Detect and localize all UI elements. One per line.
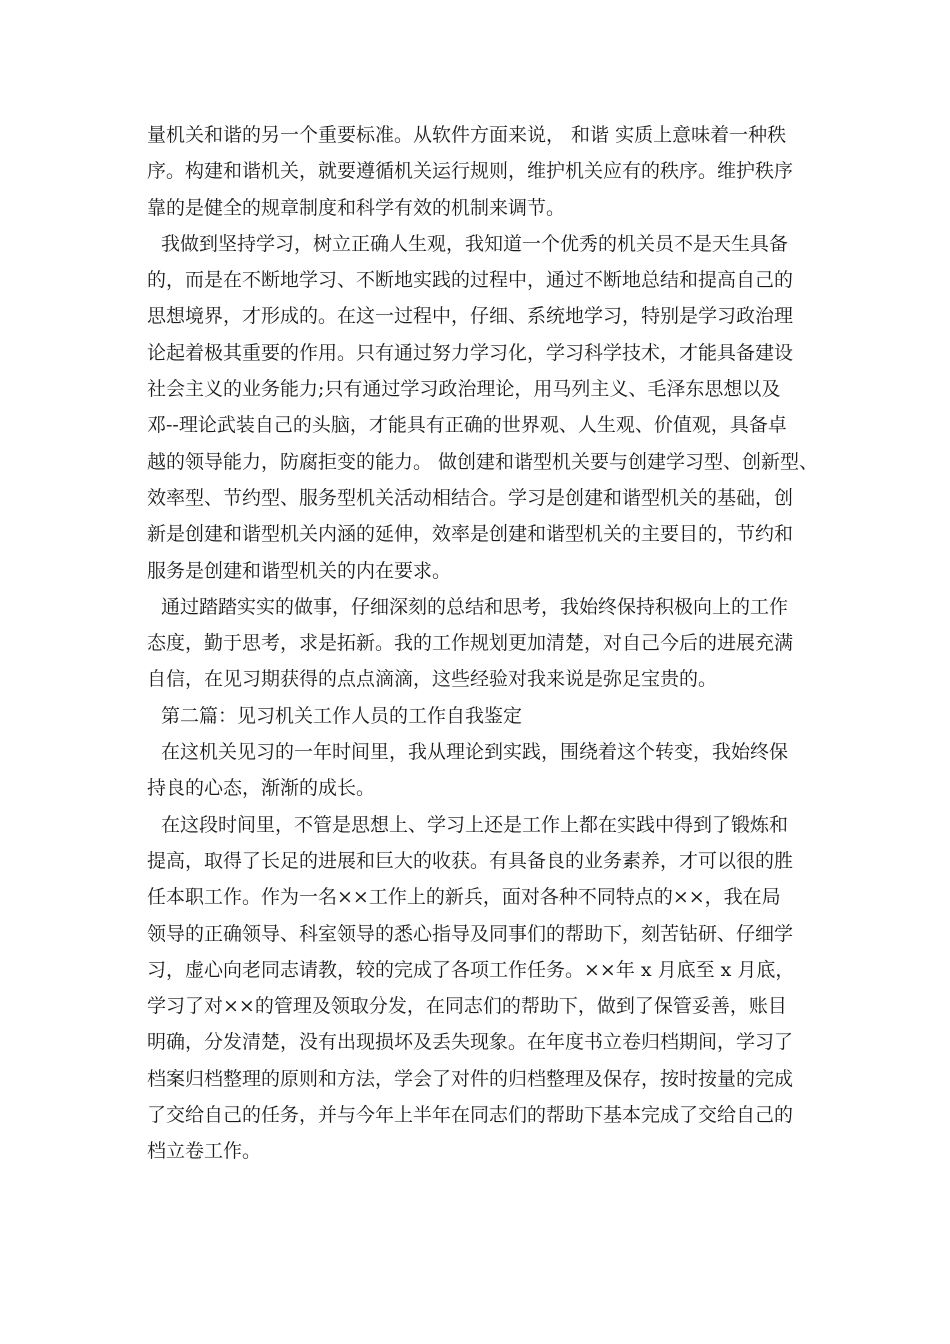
text-line: 档立卷工作。: [147, 1140, 262, 1163]
text-line: 思想境界，才形成的。在这一过程中，仔细、系统地学习，特别是学习政治理: [147, 305, 794, 328]
text-line: 论起着极其重要的作用。只有通过努力学习化，学习科学技术，才能具备建设: [147, 341, 794, 364]
text-line: 在这机关见习的一年时间里，我从理论到实践，围绕着这个转变，我始终保: [161, 741, 789, 764]
text-line: 习，虚心向老同志请教，较的完成了各项工作任务。××年 x 月底至 x 月底，: [147, 958, 795, 981]
text-line: 第二篇：见习机关工作人员的工作自我鉴定: [161, 704, 523, 727]
document-body: [147, 117, 827, 1170]
text-line: 序。构建和谐机关，就要遵循机关运行规则，维护机关应有的秩序。维护秩序: [147, 160, 794, 183]
text-line: 我做到坚持学习，树立正确人生观，我知道一个优秀的机关员不是天生具备: [161, 232, 789, 255]
text-line: 态度，勤于思考，求是拓新。我的工作规划更加清楚，对自己今后的进展充满: [147, 632, 794, 655]
text-line: 了交给自己的任务，并与今年上半年在同志们的帮助下基本完成了交给自己的: [147, 1104, 794, 1127]
text-line: 新是创建和谐型机关内涵的延伸，效率是创建和谐型机关的主要目的，节约和: [147, 523, 794, 546]
text-line: 档案归档整理的原则和方法，学会了对件的归档整理及保存，按时按量的完成: [147, 1067, 794, 1090]
text-line: 学习了对××的管理及领取分发，在同志们的帮助下，做到了保管妥善，账目: [147, 995, 787, 1018]
text-line: 社会主义的业务能力;只有通过学习政治理论，用马列主义、毛泽东思想以及: [147, 378, 781, 401]
text-line: 领导的正确领导、科室领导的悉心指导及同事们的帮助下，刻苦钻研、仔细学: [147, 922, 794, 945]
text-line: 提高，取得了长足的进展和巨大的收获。有具备良的业务素养，才可以很的胜: [147, 849, 794, 872]
text-line: 通过踏踏实实的做事，仔细深刻的总结和思考，我始终保持积极向上的工作: [161, 595, 789, 618]
text-line: 的，而是在不断地学习、不断地实践的过程中，通过不断地总结和提高自己的: [147, 269, 794, 292]
text-line: 服务是创建和谐型机关的内在要求。: [147, 559, 452, 582]
text-line: 在这段时间里，不管是思想上、学习上还是工作上都在实践中得到了锻炼和: [161, 813, 789, 836]
text-line: 效率型、节约型、服务型机关活动相结合。学习是创建和谐型机关的基础，创: [147, 486, 794, 509]
text-line: 靠的是健全的规章制度和科学有效的机制来调节。: [147, 196, 566, 219]
text-line: 量机关和谐的另一个重要标准。从软件方面来说， 和谐 实质上意味着一种秩: [147, 124, 787, 146]
text-line: 越的领导能力，防腐拒变的能力。 做创建和谐型机关要与创建学习型、创新型、: [147, 450, 819, 473]
text-line: 明确，分发清楚，没有出现损坏及丢失现象。在年度书立卷归档期间，学习了: [147, 1031, 794, 1054]
text-line: 自信，在见习期获得的点点滴滴，这些经验对我来说是弥足宝贵的。: [147, 668, 718, 691]
text-line: 持良的心态，渐渐的成长。: [147, 777, 376, 800]
text-line: 任本职工作。作为一名××工作上的新兵，面对各种不同特点的××，我在局: [147, 886, 781, 909]
text-line: 邓--理论武装自己的头脑，才能具有正确的世界观、人生观、价值观，具备卓: [147, 414, 787, 437]
